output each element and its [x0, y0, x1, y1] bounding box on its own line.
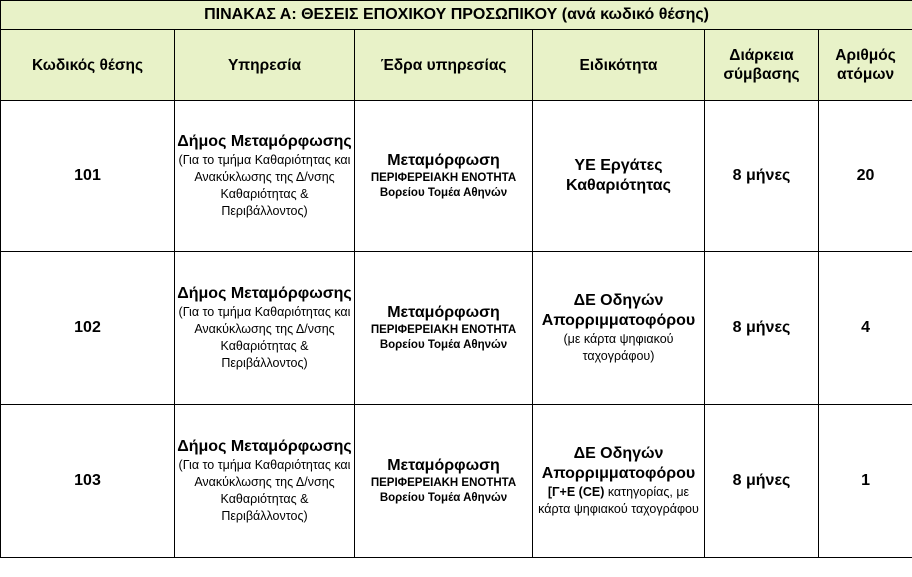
- seat-name: Μεταμόρφωση: [387, 152, 500, 169]
- cell-count: 4: [819, 252, 912, 405]
- service-note: (Για το τμήμα Καθαριότητας και Ανακύκλωσης της Δ/νσης Καθαριότητας & Περιβάλλοντος): [178, 153, 351, 218]
- cell-service: [175, 405, 355, 558]
- table-row: [1, 405, 912, 558]
- cell-specialty: [533, 101, 705, 252]
- seat-region: ΠΕΡΙΦΕΡΕΙΑΚΗ ΕΝΟΤΗΤΑ Βορείου Τομέα Αθηνών: [370, 172, 517, 199]
- seat-region: ΠΕΡΙΦΕΡΕΙΑΚΗ ΕΝΟΤΗΤΑ Βορείου Τομέα Αθηνών: [370, 324, 517, 351]
- cell-seat: [355, 101, 533, 252]
- cell-specialty: [533, 252, 705, 405]
- header-duration: Διάρκεια σύμβασης: [705, 30, 819, 101]
- table-row: [1, 252, 912, 405]
- table-title-row: [1, 1, 912, 30]
- specialty-name: ΔΕ Οδηγών Απορριμματοφόρου: [541, 292, 696, 329]
- cell-duration: 8 μήνες: [705, 252, 819, 405]
- seat-region: ΠΕΡΙΦΕΡΕΙΑΚΗ ΕΝΟΤΗΤΑ Βορείου Τομέα Αθηνών: [370, 477, 517, 504]
- header-service: Υπηρεσία: [175, 30, 355, 101]
- service-note: (Για το τμήμα Καθαριότητας και Ανακύκλωσης της Δ/νσης Καθαριότητας & Περιβάλλοντος): [178, 305, 351, 370]
- specialty-name: ΔΕ Οδηγών Απορριμματοφόρου: [541, 445, 696, 482]
- cell-seat: [355, 405, 533, 558]
- service-name: Δήμος Μεταμόρφωσης: [177, 285, 352, 302]
- specialty-note: (με κάρτα ψηφιακού ταχογράφου): [563, 332, 674, 363]
- header-specialty: Ειδικότητα: [533, 30, 705, 101]
- cell-count: 20: [819, 101, 912, 252]
- specialty-name: ΥΕ Εργάτες Καθαριότητας: [566, 157, 671, 194]
- license-category: [Γ+Ε (CE): [547, 485, 605, 499]
- cell-specialty: [533, 405, 705, 558]
- specialty-note: [535, 484, 702, 518]
- cell-service: [175, 101, 355, 252]
- specialty-note-text: κατηγορίας, με κάρτα ψηφιακού ταχογράφου: [538, 485, 699, 516]
- header-seat: Έδρα υπηρεσίας: [355, 30, 533, 101]
- service-note: (Για το τμήμα Καθαριότητας και Ανακύκλωσης της Δ/νσης Καθαριότητας & Περιβάλλοντος): [178, 458, 351, 523]
- table-row: [1, 101, 912, 252]
- seat-name: Μεταμόρφωση: [387, 457, 500, 474]
- cell-seat: [355, 252, 533, 405]
- cell-code: 103: [1, 405, 175, 558]
- cell-duration: 8 μήνες: [705, 405, 819, 558]
- service-name: Δήμος Μεταμόρφωσης: [177, 438, 352, 455]
- cell-duration: 8 μήνες: [705, 101, 819, 252]
- cell-code: 102: [1, 252, 175, 405]
- cell-code: 101: [1, 101, 175, 252]
- header-code: Κωδικός θέσης: [1, 30, 175, 101]
- header-count: Αριθμός ατόμων: [819, 30, 912, 101]
- seat-name: Μεταμόρφωση: [387, 304, 500, 321]
- service-name: Δήμος Μεταμόρφωσης: [177, 133, 352, 150]
- table-title: ΠΙΝΑΚΑΣ Α: ΘΕΣΕΙΣ ΕΠΟΧΙΚΟΥ ΠΡΟΣΩΠΙΚΟΥ (ανά κωδικό θέσης): [1, 1, 912, 30]
- cell-service: [175, 252, 355, 405]
- header-row: [1, 30, 912, 101]
- cell-count: 1: [819, 405, 912, 558]
